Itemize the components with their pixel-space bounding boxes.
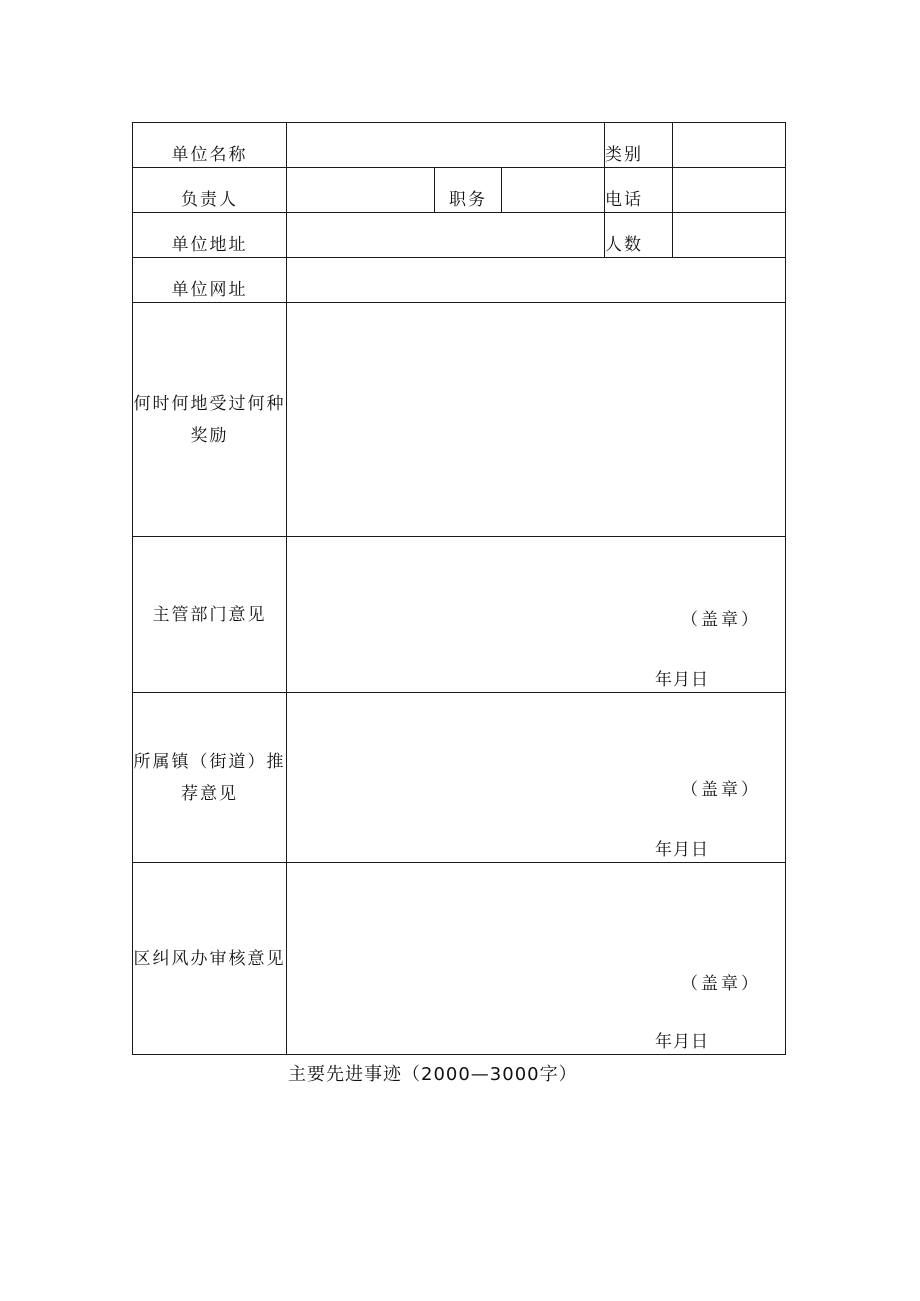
row-address: [133, 213, 786, 258]
unit-name-label: 单位名称: [133, 123, 287, 168]
phone-label: 电话: [605, 168, 673, 213]
row-unit-name: [133, 123, 786, 168]
address-field[interactable]: [287, 213, 605, 258]
phone-field[interactable]: [673, 168, 786, 213]
row-district-review: [133, 863, 786, 1055]
row-website: [133, 258, 786, 303]
dept-opinion-field[interactable]: [287, 537, 786, 693]
row-awards: [133, 303, 786, 537]
seal-text: （盖章）: [681, 610, 762, 630]
row-town-opinion: [133, 693, 786, 863]
awards-field[interactable]: [287, 303, 786, 537]
district-review-label: 区纠风办审核意见: [133, 863, 287, 1055]
leader-label: 负责人: [133, 168, 287, 213]
date-text: 年月日: [655, 670, 710, 690]
headcount-label: 人数: [605, 213, 673, 258]
unit-name-field[interactable]: [287, 123, 605, 168]
main-deeds-title: 主要先进事迹（2000—3000字）: [288, 1064, 578, 1085]
dept-opinion-label: 主管部门意见: [133, 537, 287, 693]
website-label: 单位网址: [133, 258, 287, 303]
category-field[interactable]: [673, 123, 786, 168]
date-text: 年月日: [655, 1032, 710, 1052]
district-review-field[interactable]: [287, 863, 786, 1055]
town-opinion-label: 所属镇（街道）推荐意见: [133, 693, 287, 863]
headcount-field[interactable]: [673, 213, 786, 258]
category-label: 类别: [605, 123, 673, 168]
seal-text: （盖章）: [681, 780, 762, 800]
address-label: 单位地址: [133, 213, 287, 258]
awards-label: 何时何地受过何种奖励: [133, 303, 287, 537]
seal-text: （盖章）: [681, 974, 762, 994]
row-leader: [133, 168, 786, 213]
website-field[interactable]: [287, 258, 786, 303]
date-text: 年月日: [655, 840, 710, 860]
position-field[interactable]: [502, 168, 605, 213]
position-label: 职务: [435, 168, 502, 213]
leader-field[interactable]: [287, 168, 435, 213]
row-dept-opinion: [133, 537, 786, 693]
application-form-table: [132, 122, 786, 1055]
town-opinion-field[interactable]: [287, 693, 786, 863]
